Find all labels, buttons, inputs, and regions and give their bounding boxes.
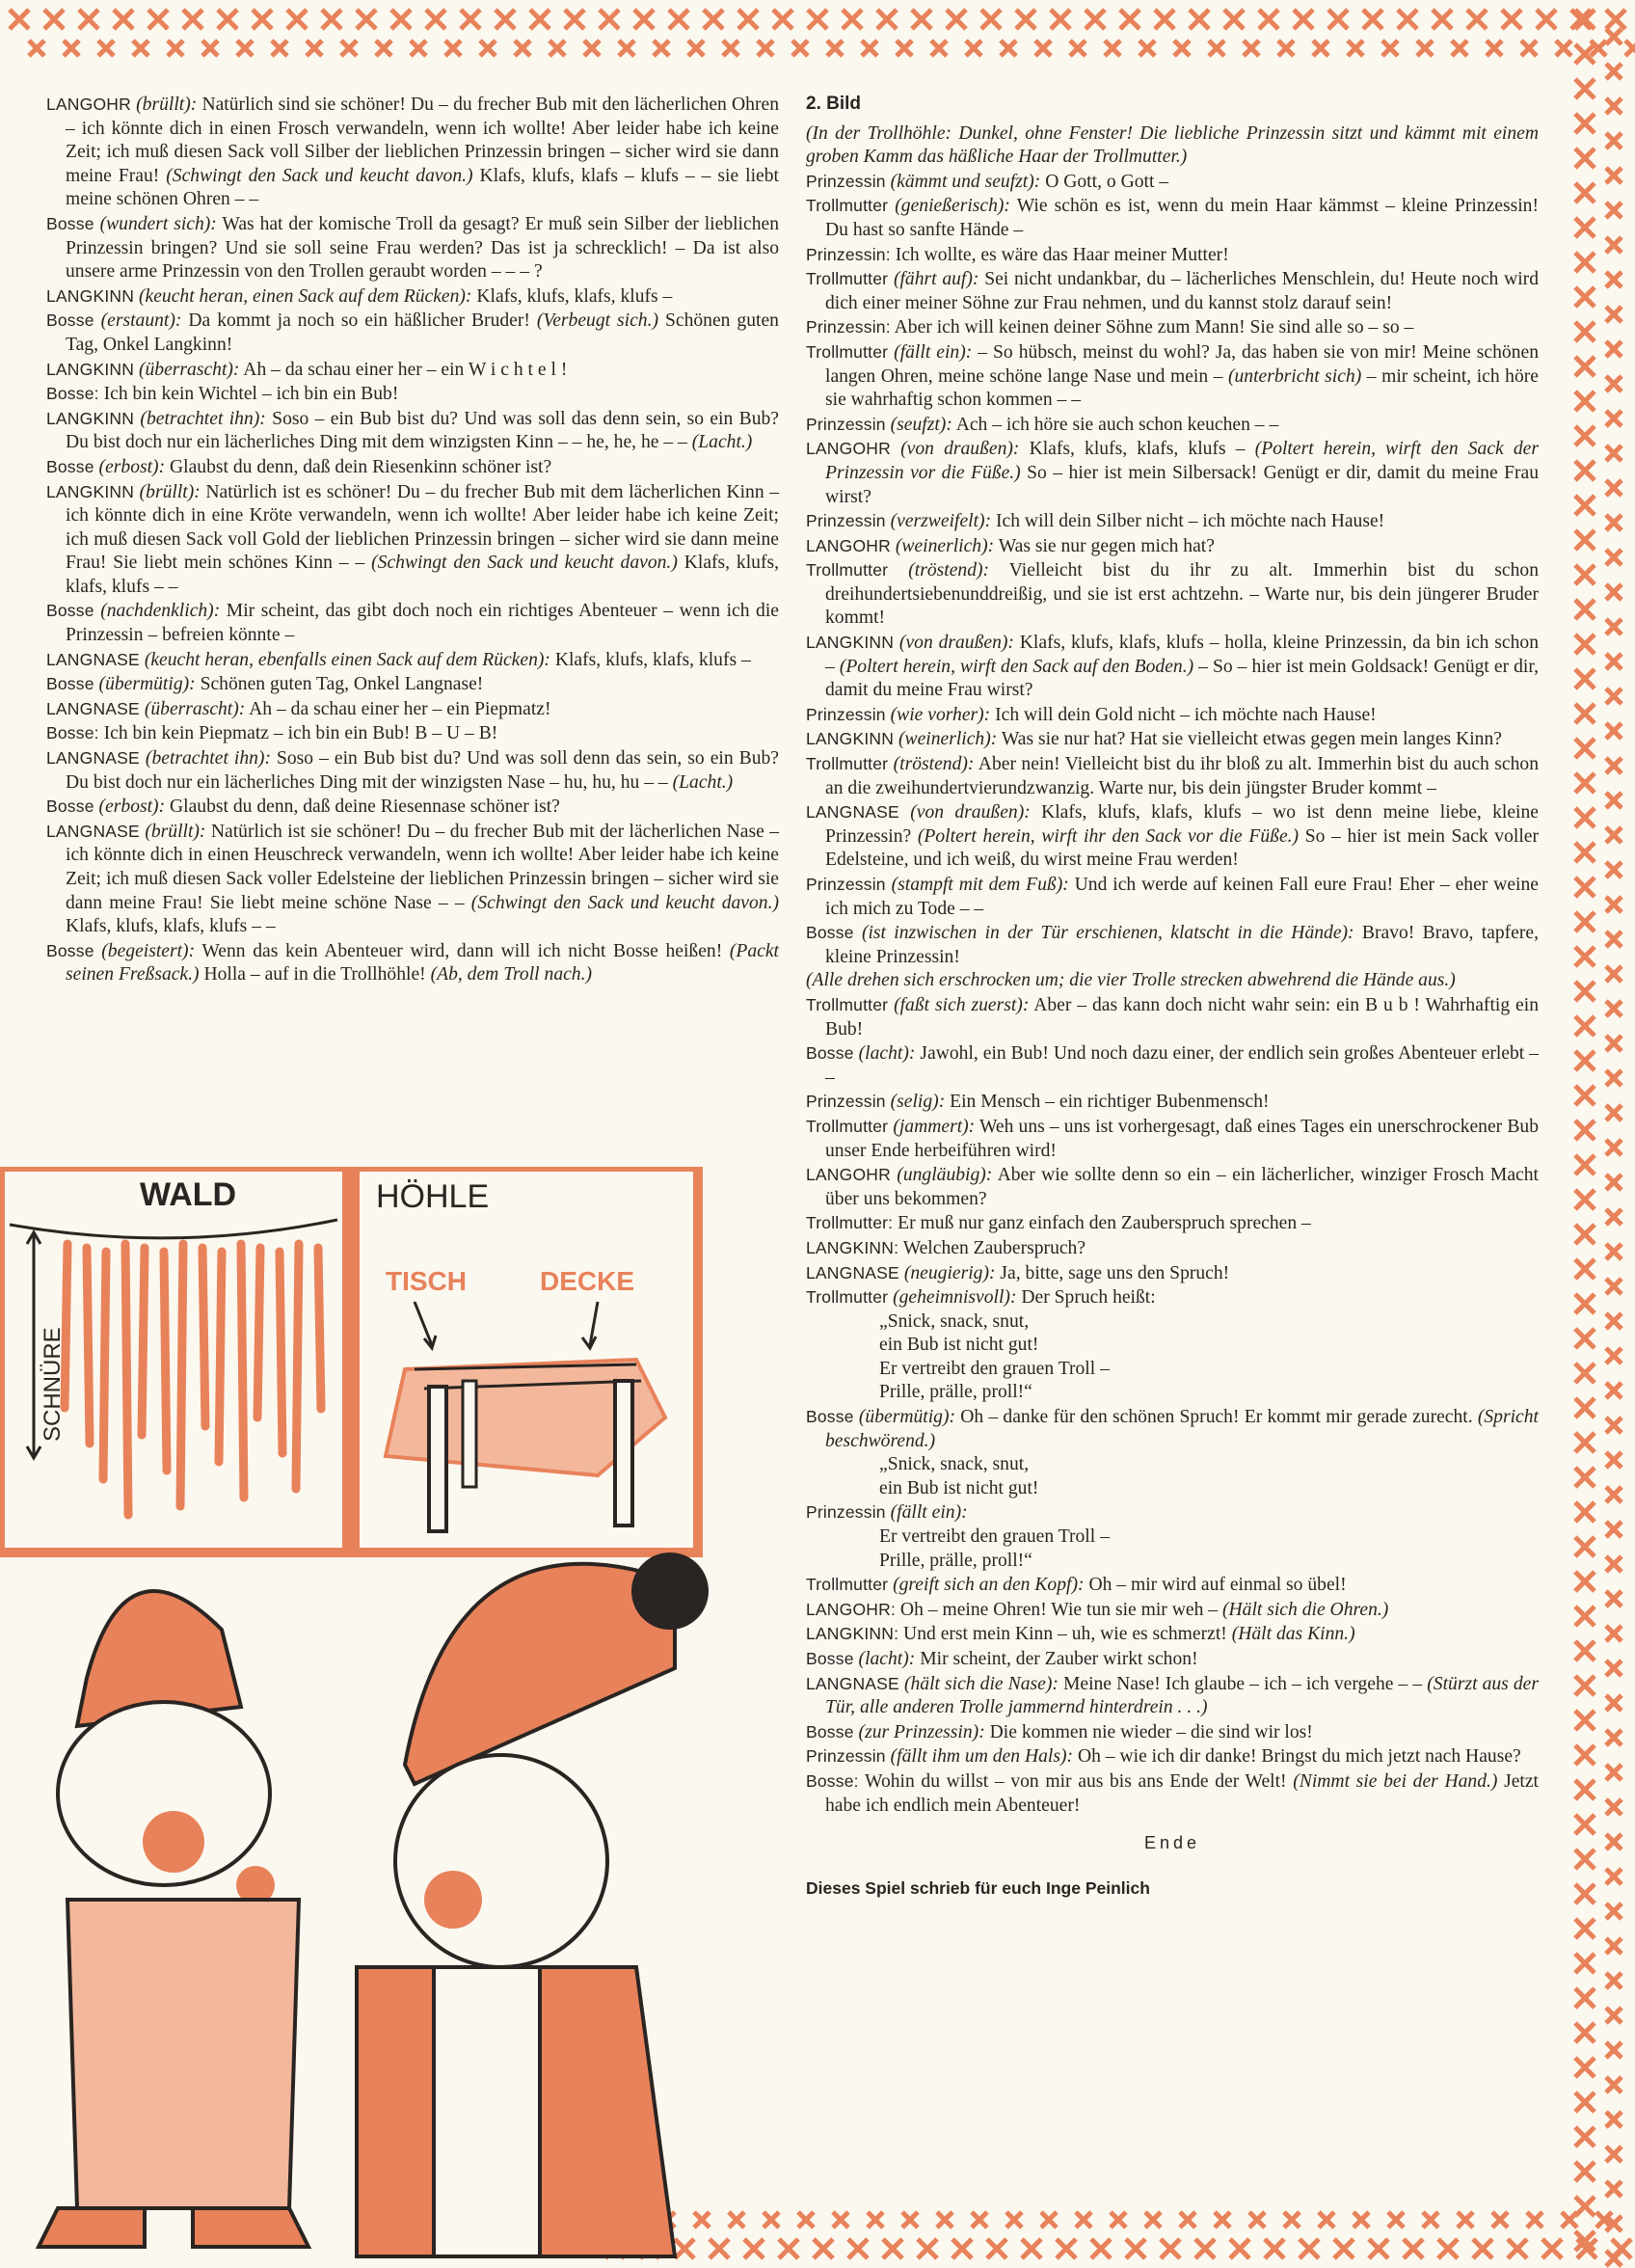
stage-direction: (geheimnisvoll): [893, 1287, 1017, 1309]
verse-line: ein Bub ist nicht gut! [879, 1477, 1039, 1498]
line-text: Weh uns – uns ist vorhergesagt, daß eines Tages ein unerschrockener Bub unser Ende herbeiführen wird! [825, 1116, 1539, 1161]
dialogue-line [806, 194, 1539, 242]
speaker-name: Bosse [46, 310, 94, 331]
speaker-name: LANGNASE [46, 698, 140, 718]
line-text: Ah – da schau einer her – ein Piepmatz! [249, 698, 551, 719]
speaker-name: LANGKINN [46, 359, 135, 379]
stage-direction: (kämmt und seufzt): [890, 171, 1041, 192]
stage-direction: (neugierig): [903, 1262, 996, 1283]
stage-direction: (faßt sich zuerst): [894, 994, 1030, 1015]
dialogue-line [806, 558, 1539, 631]
line-text: Schönen guten Tag, Onkel Langkinn! [66, 310, 779, 355]
troll-boy-left [39, 1591, 308, 2247]
speaker-name: Trollmutter [806, 1575, 889, 1595]
line-text: Die kommen nie wieder – die sind wir los! [989, 1721, 1313, 1742]
right-column [806, 93, 1539, 1917]
dialogue-line [806, 1163, 1539, 1211]
line-text: Klafs, klufs, klafs, klufs – holla, kleine Prinzessin, da bin ich schon – [825, 633, 1539, 677]
stage-direction: (wie vorher): [890, 704, 991, 725]
speaker-name: LANGNASE [806, 802, 899, 823]
line-text: Aber wie sollte denn so ein – ein lächerlicher, winziger Frosch Macht über uns bekommen? [825, 1165, 1539, 1209]
line-text: Ah – da schau einer her – ein W i c h t e l ! [243, 359, 568, 380]
stage-direction: (zur Prinzessin): [858, 1721, 985, 1742]
speaker-name: LANGOHR [46, 94, 131, 114]
stage-direction: (Schwingt den Sack und keucht davon.) [470, 892, 779, 913]
line-text: Jawohl, ein Bub! Und noch dazu einer, der endlich sein großes Abenteuer erlebt – – [825, 1043, 1540, 1088]
dialogue-line [806, 703, 1539, 728]
label-schnuere: SCHNÜRE [40, 1327, 66, 1442]
line-text: Wenn das kein Abenteuer wird, dann will ich nicht Bosse heißen! [201, 940, 723, 961]
label-wald: WALD [140, 1176, 237, 1213]
dialogue-line [806, 509, 1539, 534]
line-text: Ich will dein Gold nicht – ich möchte nach Hause! [995, 704, 1377, 725]
scene-direction: (In der Trollhöhle: Dunkel, ohne Fenster! Die liebliche Prinzessin sitzt und kämmt mit einem groben Kamm das häßliche Haar der Trollmutter.) [806, 122, 1539, 168]
speaker-name: LANGNASE [806, 1673, 899, 1693]
stage-direction: (Ab, dem Troll nach.) [430, 964, 593, 986]
line-text: Ein Mensch – ein richtiger Bubenmensch! [950, 1092, 1270, 1113]
dialogue-line [806, 1090, 1539, 1115]
speaker-name: Prinzessin [806, 1746, 886, 1767]
speaker-name: Bosse: [46, 384, 99, 404]
label-decke: DECKE [540, 1266, 635, 1296]
line-text: Er muß nur ganz einfach den Zauberspruch sprechen – [898, 1213, 1311, 1234]
dialogue-line [806, 1211, 1539, 1236]
line-text: Wie schön es ist, wenn du mein Haar kämmst – kleine Prinzessin! Du hast so sanfte Hände – [825, 196, 1539, 240]
verse-line: ein Bub ist nicht gut! [879, 1335, 1039, 1356]
line-text: Klafs, klufs, klafs – klufs – – sie liebt meine schönen Ohren – – [66, 165, 779, 210]
stage-direction: (Spricht beschwörend.) [825, 1407, 1539, 1451]
speaker-name: Trollmutter [806, 560, 889, 580]
dialogue-line [806, 752, 1539, 800]
speaker-name: LANGKINN: [806, 1237, 899, 1257]
stage-direction: (ist inzwischen in der Tür erschienen, klatscht in die Hände): [861, 923, 1354, 944]
speaker-name: Bosse [46, 674, 94, 694]
stage-direction: (Nimmt sie bei der Hand.) [1293, 1770, 1498, 1792]
dialogue-line [806, 1744, 1539, 1769]
stage-direction: (Verbeugt sich.) [536, 310, 659, 332]
speaker-name: Trollmutter [806, 196, 889, 216]
stage-direction: (Hält sich die Ohren.) [1221, 1599, 1389, 1620]
stage-direction: (Poltert herein, wirft den Sack der Prinzessin vor die Füße.) [825, 439, 1540, 483]
stage-direction: (brüllt): [145, 821, 206, 842]
dialogue-line [806, 1647, 1539, 1672]
line-text: Glaubst du denn, daß dein Riesenkinn schöner ist? [170, 456, 552, 477]
stage-direction: (greift sich an den Kopf): [893, 1575, 1085, 1596]
line-text: Ja, bitte, sage uns den Spruch! [1000, 1262, 1230, 1283]
line-text: Da kommt ja noch so ein häßlicher Bruder! [188, 310, 530, 332]
dialogue-line [46, 358, 779, 383]
line-text: Ich will dein Silber nicht – ich möchte nach Hause! [996, 511, 1385, 532]
speaker-name: Bosse [46, 213, 94, 233]
line-text: Klafs, klufs, klafs, klufs – – [66, 916, 276, 937]
dialogue-line [806, 1285, 1539, 1310]
dialogue-line [806, 170, 1539, 195]
stage-direction: (von draußen): [898, 633, 1014, 654]
dialogue-block-1 [806, 170, 1539, 1310]
line-text: Was sie nur hat? Hat sie vielleicht etwas gegen mein langes Kinn? [1001, 729, 1502, 750]
dialogue-line [806, 1405, 1539, 1453]
stage-direction: (selig): [890, 1092, 946, 1113]
stage-direction: (begeistert): [101, 940, 196, 961]
dialogue-line [806, 1720, 1539, 1745]
dialogue-line [806, 873, 1539, 921]
speaker-name: Trollmutter [806, 1116, 889, 1136]
cross-stitch-border-top [0, 0, 1635, 68]
verse-line: „Snick, snack, snut, [879, 1310, 1030, 1332]
dialogue-line [46, 407, 779, 455]
stage-direction: (Alle drehen sich erschrocken um; die vier Trolle strecken abwehrend die Hände aus.) [806, 970, 1456, 991]
speaker-name: Bosse [806, 1649, 854, 1668]
line-text: Klafs, klufs, klafs, klufs – [1029, 439, 1246, 460]
line-text: Klafs, klufs, klafs, klufs – [554, 649, 751, 670]
line-text: Mir scheint, das gibt doch noch ein richtiges Abenteuer – wenn ich die Prinzessin – befreien könnte – [66, 601, 779, 646]
speaker-name: Trollmutter [806, 994, 889, 1014]
dialogue-line [806, 1261, 1539, 1286]
speaker-name: LANGNASE [46, 748, 140, 769]
stage-direction: (verzweifelt): [890, 511, 992, 532]
verse-line: Er vertreibt den grauen Troll – [879, 1526, 1110, 1548]
dialogue-line [806, 413, 1539, 438]
line-text: Soso – ein Bub bist du? Und was soll denn das sein, so ein Bub? Du bist doch nur ein lächerliches Ding mit der winzigsten Nase – hu, hu, hu – – [66, 748, 779, 793]
line-text: Ich bin kein Wichtel – ich bin ein Bub! [103, 384, 399, 405]
stage-direction: (keucht heran, einen Sack auf dem Rücken): [138, 285, 472, 307]
stage-direction: (Stürzt aus der Tür, alle anderen Trolle jammernd hinterdrein . . .) [825, 1673, 1539, 1718]
line-text: Aber – das kann doch nicht wahr sein: ein B u b ! Wahrhaftig ein Bub! [825, 994, 1539, 1040]
speaker-name: LANGNASE [46, 649, 140, 669]
stage-direction: (überrascht): [138, 359, 240, 380]
stage-direction: (von draußen): [900, 439, 1020, 460]
stage-direction: (übermütig): [98, 674, 196, 695]
speaker-name: Trollmutter [806, 754, 889, 774]
left-column [46, 93, 779, 987]
speaker-name: Prinzessin: [806, 317, 891, 338]
line-text: – mir scheint, ich höre sie wahrhaftig schon kommen – – [825, 365, 1539, 411]
dialogue-line [806, 340, 1539, 413]
dialogue-line [806, 1500, 1539, 1526]
dialogue-line [806, 631, 1539, 703]
stage-direction: (betrachtet ihn): [145, 748, 271, 770]
line-text: – So hübsch, meinst du wohl? Ja, das haben sie von mir! Meine schönen langen Ohren, meine schöne lange Nase und mein – [825, 341, 1540, 387]
speaker-name: LANGOHR [806, 1165, 891, 1185]
line-text: Ach – ich höre sie auch schon keuchen – – [955, 414, 1279, 435]
stage-illustration [0, 1167, 713, 2268]
line-text: Ich wollte, es wäre das Haar meiner Mutter! [895, 244, 1229, 265]
ende-label: Ende [1143, 1833, 1201, 1853]
verse-line: Prille, prälle, proll!“ [879, 1550, 1032, 1571]
dialogue-line [806, 1598, 1539, 1623]
stage-direction: (Schwingt den Sack und keucht davon.) [166, 165, 473, 186]
dialogue-line [46, 697, 779, 722]
stage-direction: (fällt ein): [890, 1502, 968, 1524]
dialogue-line [46, 648, 779, 673]
dialogue-line [46, 309, 779, 357]
line-text: Oh – wie ich dir danke! Bringst du mich jetzt nach Hause? [1077, 1746, 1521, 1768]
line-text: Was sie nur gegen mich hat? [998, 535, 1215, 556]
speaker-name: LANGKINN [46, 408, 135, 428]
line-text: Vielleicht bist du ihr zu alt. Immerhin bist du schon dreihundertsiebenunddreißig, und sie ist erst achtzehn. – Warte nur, bis dein jüngerer Bruder kommt! [825, 560, 1539, 629]
stage-direction: (überrascht): [144, 698, 246, 719]
stage-direction: (Lacht.) [672, 771, 734, 793]
line-text: Schönen guten Tag, Onkel Langnase! [200, 674, 484, 695]
stage-direction: (Poltert herein, wirft ihr den Sack vor die Füße.) [917, 825, 1300, 847]
speaker-name: Trollmutter [806, 341, 889, 362]
stage-direction: (von draußen): [910, 802, 1031, 824]
speaker-name: LANGNASE [806, 1262, 899, 1282]
speaker-name: Bosse: [46, 723, 99, 743]
dialogue-line [806, 267, 1539, 315]
line-text: Aber nein! Vielleicht bist du ihr bloß zu alt. Immerhin bist du auch schon an die zweihundertvierundzwanzig. Warte nur, bis dein jüngster Bruder kommt – [825, 754, 1539, 798]
stage-direction: (keucht heran, ebenfalls einen Sack auf dem Rücken): [144, 649, 550, 670]
stage-direction: (erbost): [98, 796, 166, 818]
dialogue-line [806, 315, 1539, 340]
line-text: Meine Nase! Ich glaube – ich – ich vergehe – – [1062, 1673, 1423, 1694]
dialogue-block-2 [806, 1405, 1539, 1453]
stage-direction: (unterbricht sich) [1227, 365, 1362, 387]
speaker-name: Trollmutter [806, 269, 889, 289]
speaker-name: Prinzessin [806, 171, 886, 191]
stage-direction: (Schwingt den Sack und keucht davon.) [371, 553, 678, 574]
stage-direction: (Packt seinen Freßsack.) [66, 940, 779, 986]
speaker-name: LANGKINN [806, 729, 895, 749]
line-text: Der Spruch heißt: [1021, 1287, 1156, 1309]
dialogue-line [806, 921, 1539, 969]
line-text: Natürlich ist es schöner! Du – du frecher Bub mit dem lächerlichen Kinn – ich könnte dich in eine Kröte verwandeln, wenn ich wollte! Aber leider habe ich keine Zeit; ich muß diesen Sack voll Gold der lieblichen Prinzessin bringen – sicher wird sie dann meine Frau! Sie liebt mein schönes Kinn – – [66, 481, 780, 574]
speaker-name: LANGNASE [46, 821, 140, 841]
line-text: Ich bin kein Piepmatz – ich bin ein Bub! B – U – B! [103, 723, 498, 744]
speaker-name: Bosse [46, 601, 94, 621]
dialogue-line [806, 993, 1539, 1041]
stage-direction: (stampft mit dem Fuß): [891, 875, 1069, 895]
speaker-name: Bosse [46, 796, 94, 817]
stage-direction: (nachdenklich): [100, 601, 221, 622]
stage-direction: (Lacht.) [691, 432, 753, 453]
dialogue-line [806, 243, 1539, 268]
dialogue-line [806, 1672, 1539, 1720]
stage-direction: (brüllt): [136, 94, 198, 115]
label-tisch: TISCH [386, 1266, 467, 1296]
stage-direction: (Hält das Kinn.) [1231, 1624, 1355, 1645]
line-text: Sei nicht undankbar, du – lächerliches Menschlein, du! Heute noch wird dich einer meiner Söhne zur Frau nehmen, und du kannst stolz darauf sein! [825, 269, 1539, 313]
verse-block-3 [806, 1526, 1539, 1573]
speaker-name: Bosse [806, 1407, 854, 1427]
dialogue-block-4 [806, 1573, 1539, 1818]
troll-boy-right [357, 1552, 709, 2256]
dialogue-line [46, 746, 779, 795]
dialogue-line [806, 1622, 1539, 1647]
line-text: Glaubst du denn, daß deine Riesennase schöner ist? [170, 796, 560, 818]
dialogue-line [46, 721, 779, 746]
line-text: Natürlich ist sie schöner! Du – du frecher Bub mit der lächerlichen Nase – ich könnte dich in einen Heuschreck verwandeln, wenn ich wollte! Aber leider habe ich keine Zeit; ich muß diesen Sack voller Edelsteine der lieblichen Prinzessin bringen – sicher wird sie dann meine Frau! Sie liebt meine schöne Nase – – [66, 821, 780, 913]
verse-line: Er vertreibt den grauen Troll – [879, 1358, 1110, 1379]
stage-direction: (lacht): [858, 1649, 916, 1669]
line-text: Und ich werde auf keinen Fall eure Frau! Eher – eher weine ich mich zu Tode – – [825, 875, 1539, 919]
line-text: Und erst mein Kinn – uh, wie es schmerzt! [903, 1624, 1227, 1645]
dialogue-line [806, 1041, 1539, 1090]
speaker-name: Bosse [806, 1721, 854, 1742]
dialogue-line [46, 382, 779, 407]
dialogue-line [806, 1236, 1539, 1261]
speaker-name: Prinzessin [806, 1502, 886, 1523]
speaker-name: LANGOHR [806, 439, 891, 459]
speaker-name: Prinzessin [806, 414, 886, 434]
line-text: Bravo! Bravo, tapfere, kleine Prinzessin! [825, 923, 1539, 967]
dialogue-line [46, 480, 779, 600]
cross-stitch-border-bottom [578, 2200, 1635, 2268]
line-text: Welchen Zauberspruch? [902, 1237, 1086, 1258]
line-text: So – hier ist mein Silbersack! Genügt er dir, damit du meine Frau wirst? [825, 462, 1539, 507]
dialogue-block-3 [806, 1500, 1539, 1526]
speaker-name: Trollmutter [806, 1287, 889, 1308]
stage-direction: (fällt ein): [894, 341, 973, 363]
dialogue-line [806, 727, 1539, 752]
hoehle-panel [355, 1167, 698, 1552]
line-text: – So – hier ist mein Goldsack! Genügt er dir, damit du meine Frau wirst? [825, 656, 1539, 701]
stage-direction: (tröstend): [893, 754, 975, 775]
dialogue-line [806, 1115, 1539, 1163]
dialogue-line [46, 672, 779, 697]
line-text: Natürlich sind sie schöner! Du – du frecher Bub mit den lächerlichen Ohren – ich könnte dich in einen Frosch verwandeln, wenn ich wollte! Aber leider habe ich keine Zeit; ich muß diesen Sack voll Silber der lieblichen Prinzessin bringen – sicher wird sie dann meine Frau! [66, 94, 779, 186]
stage-direction: (tröstend): [908, 560, 990, 581]
dialogue-line [806, 1769, 1539, 1818]
verse-block-1 [806, 1310, 1539, 1405]
dialogue-line [46, 284, 779, 310]
dialogue-line [806, 800, 1539, 873]
dialogue-line [806, 1573, 1539, 1598]
verse-line: „Snick, snack, snut, [879, 1454, 1030, 1475]
line-text: Soso – ein Bub bist du? Und was soll das denn sein, so ein Bub? Du bist doch nur ein lächerliches Ding mit dem winzigsten Kinn – – he, he, he – – [66, 408, 779, 453]
line-text: Mir scheint, der Zauber wirkt schon! [920, 1649, 1198, 1669]
speaker-name: Prinzessin [806, 704, 886, 724]
dialogue-line [46, 599, 779, 647]
label-hoehle: HÖHLE [376, 1178, 490, 1215]
speaker-name: LANGKINN: [806, 1624, 899, 1644]
line-text: Aber ich will keinen deiner Söhne zum Mann! Sie sind alle so – so – [894, 317, 1414, 338]
dialogue-line [46, 820, 779, 939]
stage-direction: (Poltert herein, wirft den Sack auf den Boden.) [839, 656, 1194, 677]
stage-direction: (übermütig): [858, 1407, 955, 1428]
line-text: Was hat der komische Troll da gesagt? Er muß sein Silber der lieblichen Prinzessin bringen? Und sie soll seine Frau werden? Das ist ja schrecklich! – Da ist also unsere arme Prinzessin von den Trollen geraubt worden – – – ? [66, 213, 779, 283]
speaker-name: LANGKINN [806, 633, 895, 653]
dialogue-line [46, 939, 779, 987]
speaker-name: Trollmutter: [806, 1213, 894, 1233]
stage-direction: (seufzt): [890, 414, 952, 435]
speaker-name: LANGOHR [806, 535, 891, 555]
stage-direction: (fährt auf): [893, 269, 979, 290]
speaker-name: Bosse: [806, 1770, 859, 1791]
stage-direction: (jammert): [893, 1116, 976, 1137]
speaker-name: LANGKINN [46, 481, 135, 501]
speaker-name: Bosse [46, 456, 94, 476]
line-text: Oh – danke für den schönen Spruch! Er kommt mir gerade zurecht. [960, 1407, 1473, 1428]
stage-direction: (ungläubig): [897, 1165, 993, 1186]
line-text: Klafs, klufs, klafs, klufs – [476, 285, 673, 307]
stage-direction: (weinerlich): [895, 535, 995, 556]
line-text: O Gott, o Gott – [1045, 171, 1169, 192]
speaker-name: Bosse [46, 940, 94, 960]
line-text: Klafs, klufs, klafs, klufs – – [66, 553, 779, 597]
scene-title: 2. Bild [806, 94, 862, 114]
line-text: Holla – auf in die Trollhöhle! [203, 964, 426, 986]
dialogue-line [806, 534, 1539, 559]
stage-direction: (hält sich die Nase): [903, 1673, 1059, 1694]
stage-direction: (fällt ihm um den Hals): [890, 1746, 1074, 1768]
stage-direction: (wundert sich): [99, 213, 217, 234]
dialogue-line [46, 455, 779, 480]
speaker-name: Prinzessin [806, 1092, 886, 1112]
speaker-name: Prinzessin [806, 511, 886, 531]
speaker-name: Bosse [806, 923, 854, 943]
stage-direction: (erstaunt): [100, 310, 182, 332]
dialogue-line [46, 795, 779, 820]
wald-panel [0, 1167, 347, 1552]
dialogue-line [46, 93, 779, 212]
stage-direction: (betrachtet ihn): [140, 408, 266, 429]
speaker-name: Prinzessin: [806, 244, 891, 264]
speaker-name: LANGOHR: [806, 1599, 897, 1619]
cross-stitch-border-right [1566, 0, 1635, 2268]
speaker-name: Bosse [806, 1043, 854, 1064]
stage-direction: (weinerlich): [898, 729, 998, 750]
dialogue-line [806, 437, 1539, 509]
dialogue-line [806, 969, 1539, 993]
line-text: Klafs, klufs, klafs, klufs – wo ist denn meine liebe, kleine Prinzessin? [825, 802, 1539, 847]
author-credit: Dieses Spiel schrieb für euch Inge Peinlich [806, 1877, 1150, 1898]
verse-block-2 [806, 1453, 1539, 1500]
line-text: Wohin du willst – von mir aus bis ans Ende der Welt! [865, 1770, 1287, 1792]
line-text: Oh – meine Ohren! Wie tun sie mir weh – [899, 1599, 1219, 1620]
line-text: So – hier ist mein Sack voller Edelsteine, und ich weiß, du wirst meine Frau werden! [825, 825, 1539, 871]
stage-direction: (lacht): [858, 1043, 916, 1065]
speaker-name: Prinzessin [806, 875, 886, 894]
stage-direction: (genießerisch): [895, 196, 1010, 217]
stage-direction: (brüllt): [139, 481, 201, 502]
line-text: Oh – mir wird auf einmal so übel! [1088, 1575, 1347, 1596]
speaker-name: LANGKINN [46, 285, 135, 306]
stage-direction: (erbost): [98, 456, 166, 477]
dialogue-line [46, 212, 779, 284]
line-text: Jetzt habe ich endlich mein Abenteuer! [825, 1770, 1539, 1816]
verse-line: Prille, prälle, proll!“ [879, 1382, 1032, 1403]
